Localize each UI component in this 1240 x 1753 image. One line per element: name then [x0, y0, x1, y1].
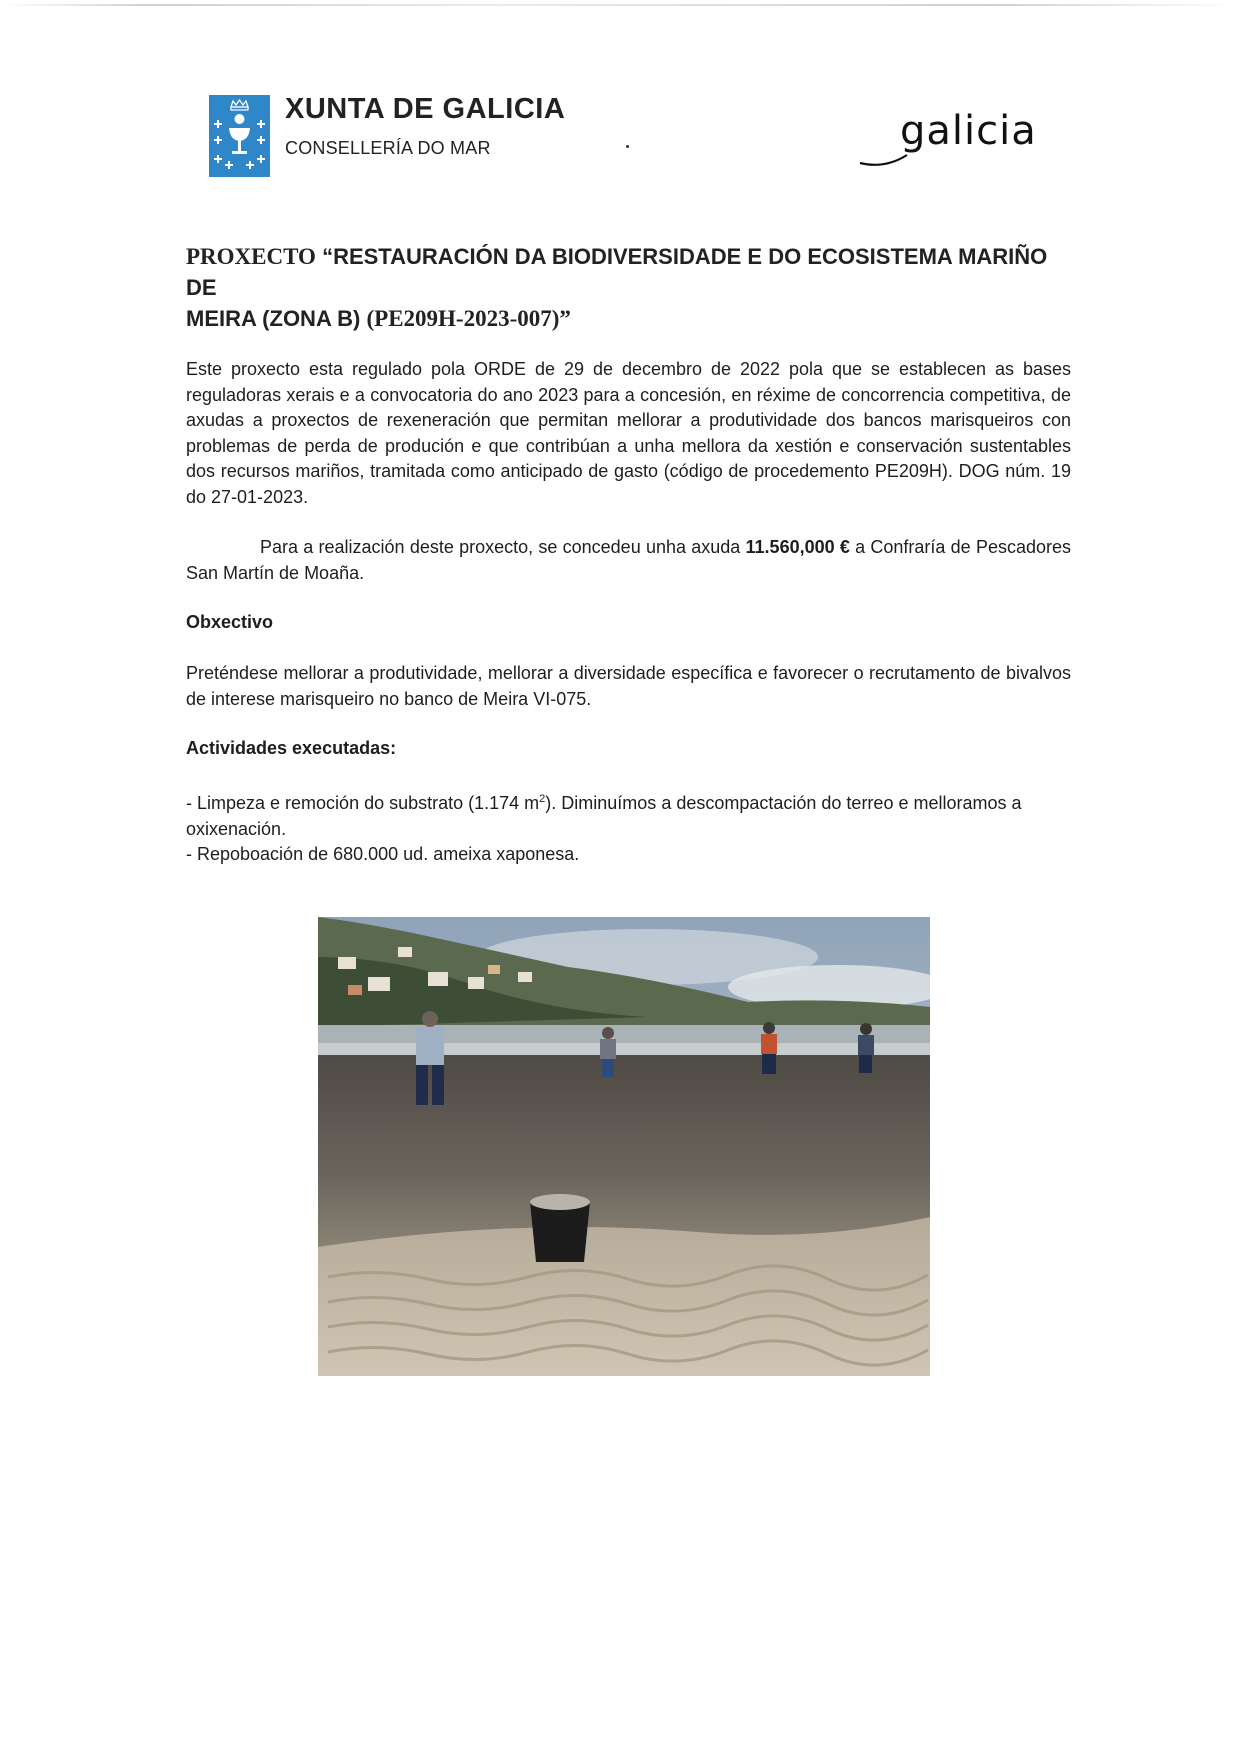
title-prefix: PROXECTO	[186, 244, 316, 269]
grant-paragraph	[186, 535, 1071, 586]
activity-1-text: - Limpeza e remoción do substrato (1.174 m	[186, 793, 540, 813]
activity-item	[186, 787, 1071, 842]
activity-1-text-after: ). Diminuímos a descompactación do terreo e melloramos a oxixenación.	[186, 793, 1022, 839]
title-line2-b: (PE209H-2023-007)”	[366, 306, 571, 331]
grant-amount: 11.560,000 €	[745, 537, 850, 557]
org-title: XUNTA DE GALICIA	[285, 93, 566, 125]
objective-paragraph: Preténdese mellorar a produtividade, mellorar a diversidade específica e favorecer o recrutamento de bivalvos de interese marisqueiro no banco de Meira VI-075.	[186, 663, 1071, 709]
activities-heading: Actividades executadas:	[186, 738, 397, 758]
scan-edge-line	[0, 4, 1240, 6]
objective-heading: Obxectivo	[186, 612, 274, 632]
document-title	[186, 241, 1076, 334]
title-line2-a: MEIRA (ZONA B)	[186, 306, 361, 331]
scan-dot	[626, 145, 629, 148]
activity-item: - Repoboación de 680.000 ud. ameixa xaponesa.	[186, 844, 580, 864]
title-line1: “RESTAURACIÓN DA BIODIVERSIDADE E DO ECOSISTEMA MARIÑO DE	[186, 244, 1048, 300]
tidal-flat-photo	[318, 917, 930, 1376]
activity-1-sup: 2	[539, 793, 546, 805]
org-subtitle: CONSELLERÍA DO MAR	[285, 138, 491, 158]
intro-paragraph: Este proxecto esta regulado pola ORDE de 29 de decembro de 2022 pola que se establecen as bases reguladoras xerais e a convocatoria do ano 2023 para a concesión, en réxime de concorrencia competitiva, de axudas a proxectos de rexeneración que permitan mellorar a produtividade dos bancos marisqueiros con problemas de perda de produción e que contribúan a unha mellora da xestión e conservación sustentables dos recursos mariños, tramitada como anticipado de gasto (código de procedemento PE209H). DOG núm. 19 do 27-01-2023.	[186, 359, 1071, 507]
grant-text-after: a Confraría de Pescadores San Martín de Moaña.	[186, 537, 1071, 583]
xunta-emblem-icon	[209, 95, 270, 177]
galicia-brand-text: galicia	[900, 108, 1037, 154]
grant-text-before: Para a realización deste proxecto, se concedeu unha axuda	[260, 537, 746, 557]
activities-list	[186, 787, 1071, 868]
